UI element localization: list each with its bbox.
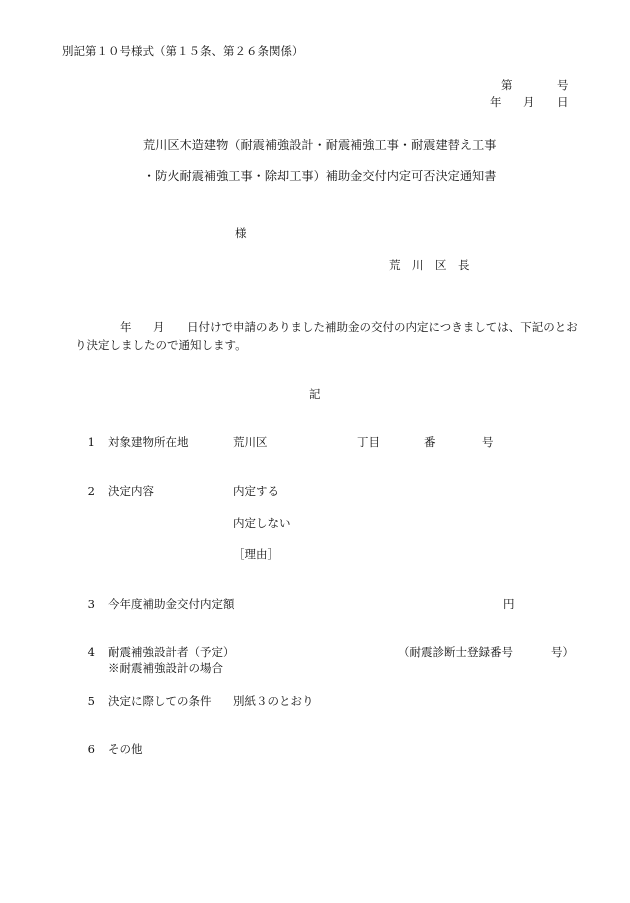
title-line-2: ・防火耐震補強工事・除却工事）補助金交付内定可否決定通知書 [143,169,497,183]
intro-line-2: り決定しましたので通知します。 [75,338,247,352]
item-5-value: 別紙３のとおり [233,694,314,708]
date-year: 年 [490,95,502,109]
item-3-label: 今年度補助金交付内定額 [108,597,235,611]
item-1-label: 対象建物所在地 [108,435,189,449]
item-3-unit: 円 [503,597,515,611]
item-4-number: 4 [87,645,95,659]
item-1-ban: 番 [424,435,436,449]
item-4-registration-suffix: 号） [551,645,574,659]
sender-mayor: 荒 川 区 長 [389,258,470,272]
item-4-note: ※耐震補強設計の場合 [108,661,223,675]
item-2-option-reject: 内定しない [233,516,291,530]
item-1-number: 1 [87,435,95,449]
item-5-label: 決定に際しての条件 [108,694,212,708]
item-4-registration-prefix: （耐震診断士登録番号 [398,645,513,659]
intro-year: 年 [120,320,132,334]
item-1-chome: 丁目 [357,435,380,449]
doc-number-go: 号 [557,78,569,92]
item-2-number: 2 [87,484,95,498]
date-day: 日 [557,95,569,109]
item-4-label: 耐震補強設計者（予定） [108,645,235,659]
item-2-option-approve: 内定する [233,484,279,498]
item-1-go: 号 [482,435,494,449]
item-6-label: その他 [108,742,143,756]
addressee-sama: 様 [235,226,247,240]
doc-number-dai: 第 [501,78,513,92]
form-label: 別記第１０号様式（第１５条、第２６条関係） [62,44,304,58]
item-5-number: 5 [87,694,95,708]
ki-heading: 記 [309,387,321,401]
item-2-reason: ［理由］ [233,547,279,561]
date-month: 月 [523,95,535,109]
item-2-label: 決定内容 [108,484,154,498]
item-6-number: 6 [87,742,95,756]
intro-line-1: 日付けで申請のありました補助金の交付の内定につきましては、下記のとお [187,320,578,334]
title-line-1: 荒川区木造建物（耐震補強設計・耐震補強工事・耐震建替え工事 [143,138,497,152]
intro-month: 月 [153,320,165,334]
item-1-ward: 荒川区 [233,435,268,449]
item-3-number: 3 [87,597,95,611]
